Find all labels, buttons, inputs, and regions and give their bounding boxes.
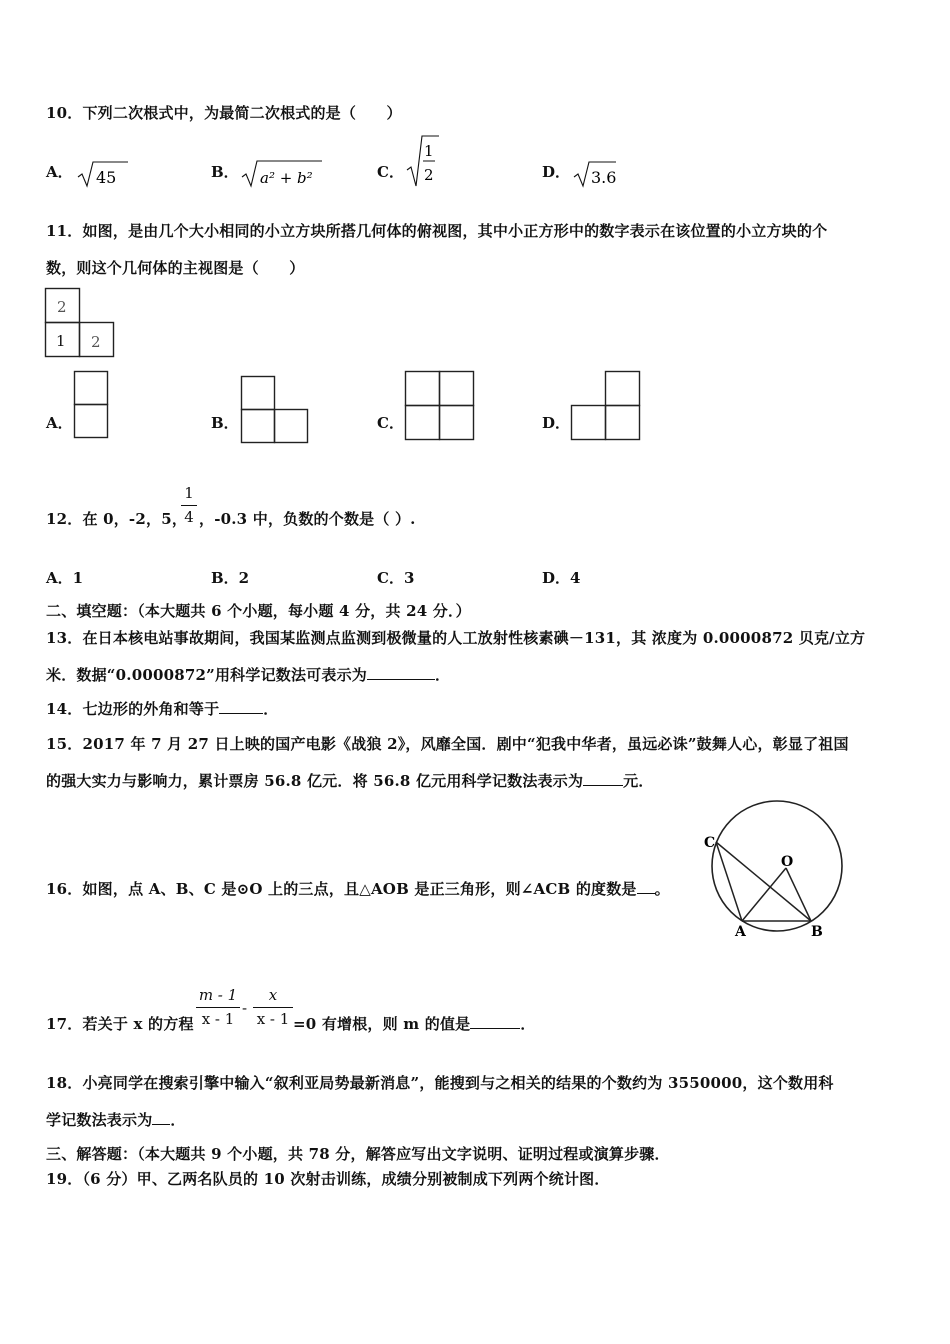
q10-option-c-num: 1 xyxy=(424,142,434,160)
q12-option-a: A．1 xyxy=(46,569,84,587)
top-view-number: 2 xyxy=(57,298,67,316)
q18-line2 xyxy=(46,1109,186,1130)
q15-answer-blank[interactable] xyxy=(583,771,623,786)
q18-answer-blank[interactable] xyxy=(152,1110,170,1125)
q12-option-b: B．2 xyxy=(211,569,250,587)
q18-line2-post: ． xyxy=(170,1111,186,1129)
q10-option-b-radical xyxy=(240,158,330,190)
q12-option-c: C．3 xyxy=(377,569,415,587)
section-2-heading: 二、填空题：（本大题共 6 个小题，每小题 4 分，共 24 分．） xyxy=(46,602,471,620)
q16-circle-figure xyxy=(700,800,850,945)
q11-stem-line1: 11．如图，是由几个大小相同的小立方块所搭几何体的俯视图，其中小正方形中的数字表示在该位置的小立方块的个 xyxy=(46,222,828,240)
q11-option-b-figure xyxy=(239,374,313,446)
q18-line1: 18．小亮同学在搜索引擎中输入“叙利亚局势最新消息”，能搜到与之相关的结果的个数约为 3550000，这个数用科 xyxy=(46,1074,834,1092)
q13-answer-blank[interactable] xyxy=(367,665,435,680)
q10-option-b-letter: B． xyxy=(211,163,239,181)
q12-stem-post: ，-0.3 中，负数的个数是（ ）. xyxy=(199,510,416,528)
q12-stem-pre: 12．在 0，-2，5， xyxy=(46,510,188,528)
q10-option-a-radical xyxy=(76,160,136,190)
q12-option-d: D．4 xyxy=(542,569,581,587)
q15-line2-post: 元． xyxy=(623,772,654,790)
q17-frac1-den: x - 1 xyxy=(201,1010,235,1028)
q14-pre: 14．七边形的外角和等于 xyxy=(46,700,220,718)
q16-label-b: B xyxy=(811,924,823,940)
q11-option-c-figure xyxy=(404,370,478,442)
q16-stem-post: 。 xyxy=(654,880,670,898)
q17-answer-blank[interactable] xyxy=(470,1014,520,1029)
q14-post: ． xyxy=(263,700,279,718)
q15-line2 xyxy=(46,770,654,791)
q17-frac2-num: x xyxy=(268,986,278,1004)
q16-stem xyxy=(46,878,670,899)
q16-stem-pre: 16．如图，点 A、B、C 是⊙O 上的三点，且△AOB 是正三角形，则∠ACB 的度数是 xyxy=(46,880,637,898)
section-3-heading: 三、解答题：（本大题共 9 个小题，共 78 分，解答应写出文字说明、证明过程或演算步骤． xyxy=(46,1145,670,1163)
q15-line1: 15．2017 年 7 月 27 日上映的国产电影《战狼 2》，风靡全国．剧中“犯我中华者，虽远必诛”鼓舞人心，彰显了祖国 xyxy=(46,735,849,753)
q11-option-c-letter: C． xyxy=(377,414,404,432)
q10-option-d-letter: D． xyxy=(542,163,571,181)
q11-option-d-figure xyxy=(570,370,644,442)
q11-option-d-letter: D． xyxy=(542,414,571,432)
top-view-number: 1 xyxy=(56,332,66,350)
q14-line xyxy=(46,698,278,719)
q10-option-c-radical xyxy=(405,134,445,190)
q12-frac-num: 1 xyxy=(184,484,194,502)
q17-frac2 xyxy=(253,986,293,1028)
q17-post-mid: =0 有增根，则 m 的值是 xyxy=(293,1015,471,1033)
q12-fraction xyxy=(181,484,197,526)
q11-option-a-figure xyxy=(73,370,111,442)
top-view-number: 2 xyxy=(91,333,101,351)
q10-option-c xyxy=(377,161,404,182)
q14-answer-blank[interactable] xyxy=(219,699,263,714)
q10-option-d xyxy=(542,161,570,182)
q11-top-view xyxy=(44,287,119,359)
q11-option-a-letter: A． xyxy=(46,414,73,432)
q12-frac-den: 4 xyxy=(184,508,194,526)
q10-option-a xyxy=(46,161,73,182)
q10-option-a-letter: A． xyxy=(46,163,73,181)
q10-option-a-expr: 45 xyxy=(96,168,117,187)
q13-line2-post: ． xyxy=(434,666,451,684)
q16-label-c: C xyxy=(704,835,716,851)
q10-option-c-den: 2 xyxy=(424,166,434,184)
q17-frac1-num: m - 1 xyxy=(198,986,238,1004)
q17-pre: 17．若关于 x 的方程 xyxy=(46,1015,194,1033)
q13-line2-pre: 米．数据“0.0000872”用科学记数法可表示为 xyxy=(46,666,367,684)
q10-option-b-expr: a² + b² xyxy=(260,169,313,187)
q18-line2-pre: 学记数法表示为 xyxy=(46,1111,153,1129)
q10-option-d-expr: 3.6 xyxy=(591,168,617,187)
q17-post xyxy=(293,1013,536,1034)
q16-answer-blank[interactable] xyxy=(637,879,655,894)
q13-line1: 13．在日本核电站事故期间，我国某监测点监测到极微量的人工放射性核素碘－131，其 浓度为 0.0000872 贝克/立方 xyxy=(46,629,866,647)
q11-option-b-letter: B． xyxy=(211,414,239,432)
q17-post-end: ． xyxy=(520,1015,536,1033)
q11-stem-line2: 数，则这个几何体的主视图是（ ） xyxy=(46,259,305,277)
q15-line2-pre: 的强大实力与影响力，累计票房 56.8 亿元．将 56.8 亿元用科学记数法表示为 xyxy=(46,772,584,790)
q16-label-a: A xyxy=(735,924,746,940)
q17-frac1 xyxy=(196,986,240,1028)
q19-stem: 19．（6 分）甲、乙两名队员的 10 次射击训练，成绩分别被制成下列两个统计图． xyxy=(46,1170,610,1188)
q17-minus: - xyxy=(242,999,248,1017)
q10-option-c-letter: C． xyxy=(377,163,404,181)
q13-line2 xyxy=(46,664,450,685)
q10-option-b xyxy=(211,161,239,182)
q10-option-d-radical xyxy=(572,160,622,190)
q10-stem: 10．下列二次根式中，为最简二次根式的是（ ） xyxy=(46,104,402,122)
q17-frac2-den: x - 1 xyxy=(256,1010,290,1028)
q16-label-o: O xyxy=(781,854,794,870)
